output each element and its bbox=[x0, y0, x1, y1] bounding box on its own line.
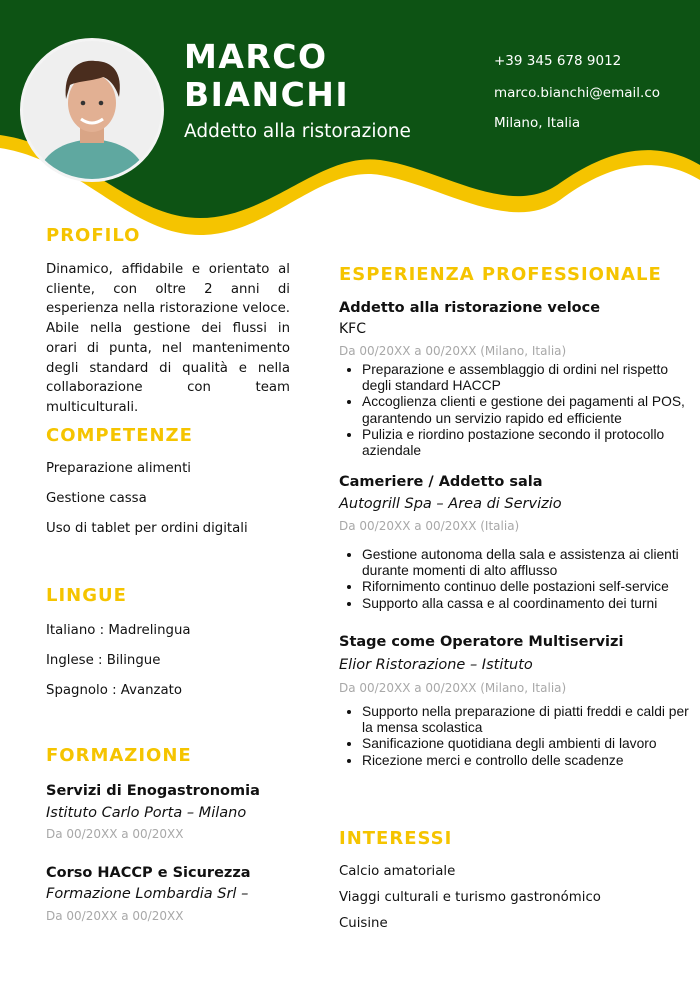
skill-item: Uso di tablet per ordini digitali bbox=[46, 521, 248, 536]
education-heading: FORMAZIONE bbox=[46, 745, 192, 766]
languages-heading: LINGUE bbox=[46, 585, 127, 606]
skill-item: Gestione cassa bbox=[46, 491, 147, 506]
education-school: Istituto Carlo Porta – Milano bbox=[46, 805, 247, 821]
email-address[interactable]: marco.bianchi@email.co bbox=[494, 85, 660, 101]
education-dates: Da 00/20XX a 00/20XX bbox=[46, 827, 184, 841]
job-bullet: • Supporto nella preparazione di piatti freddi e caldi per la mensa scolastica bbox=[362, 704, 697, 736]
job-title: Addetto alla ristorazione veloce bbox=[339, 300, 601, 316]
job-bullet: • Rifornimento continuo delle postazioni self-service bbox=[362, 579, 697, 595]
interest-item: Cuisine bbox=[339, 916, 388, 931]
interest-item: Viaggi culturali e turismo gastronómico bbox=[339, 890, 601, 905]
education-dates: Da 00/20XX a 00/20XX bbox=[46, 909, 184, 923]
profile-heading: PROFILO bbox=[46, 225, 141, 246]
job-dates: Da 00/20XX a 00/20XX (Milano, Italia) bbox=[339, 344, 567, 358]
job-company: KFC bbox=[339, 321, 367, 337]
job-bullet: • Accoglienza clienti e gestione dei pagamenti al POS, garantendo un servizio rapido ed efficiente bbox=[362, 394, 697, 426]
job-bullets bbox=[342, 704, 697, 769]
job-company: Autogrill Spa – Area di Servizio bbox=[339, 496, 562, 512]
experience-heading: ESPERIENZA PROFESSIONALE bbox=[339, 264, 662, 285]
job-bullet: • Sanificazione quotidiana degli ambienti di lavoro bbox=[362, 736, 697, 752]
phone-number[interactable]: +39 345 678 9012 bbox=[494, 53, 622, 69]
language-item: Inglese : Bilingue bbox=[46, 653, 161, 668]
interests-heading: INTERESSI bbox=[339, 828, 453, 849]
education-course: Servizi di Enogastronomia bbox=[46, 783, 260, 799]
job-bullet: • Ricezione merci e controllo delle scadenze bbox=[362, 753, 697, 769]
profile-photo bbox=[20, 38, 164, 182]
job-dates: Da 00/20XX a 00/20XX (Milano, Italia) bbox=[339, 681, 567, 695]
person-avatar-icon bbox=[23, 41, 161, 179]
first-name: MARCO bbox=[184, 37, 328, 76]
interest-item: Calcio amatoriale bbox=[339, 864, 456, 879]
skill-item: Preparazione alimenti bbox=[46, 461, 191, 476]
job-bullet: • Preparazione e assemblaggio di ordini nel rispetto degli standard HACCP bbox=[362, 362, 697, 394]
profile-text: Dinamico, affidabile e orientato al cliente, con oltre 2 anni di esperienza nella ristorazione veloce. Abile nella gestione dei flussi in orari di punta, nel mantenimento degli standard di qualità e nella collaborazione con team multiculturali. bbox=[46, 262, 290, 415]
education-school: Formazione Lombardia Srl – bbox=[46, 886, 249, 902]
job-role: Addetto alla ristorazione bbox=[184, 121, 411, 142]
job-company: Elior Ristorazione – Istituto bbox=[339, 657, 533, 673]
education-course: Corso HACCP e Sicurezza bbox=[46, 865, 251, 881]
last-name: BIANCHI bbox=[184, 75, 350, 114]
job-dates: Da 00/20XX a 00/20XX (Italia) bbox=[339, 519, 520, 533]
candidate-name bbox=[184, 38, 349, 114]
language-item: Italiano : Madrelingua bbox=[46, 623, 191, 638]
job-bullets bbox=[342, 362, 697, 459]
job-bullet: • Supporto alla cassa e al coordinamento dei turni bbox=[362, 596, 697, 612]
skills-heading: COMPETENZE bbox=[46, 425, 193, 446]
language-item: Spagnolo : Avanzato bbox=[46, 683, 183, 698]
job-bullets bbox=[342, 547, 697, 612]
location: Milano, Italia bbox=[494, 115, 581, 131]
job-bullet: • Gestione autonoma della sala e assistenza ai clienti durante momenti di alto afflusso bbox=[362, 547, 697, 579]
job-bullet: • Pulizia e riordino postazione secondo il protocollo aziendale bbox=[362, 427, 697, 459]
job-title: Cameriere / Addetto sala bbox=[339, 474, 543, 490]
job-title: Stage come Operatore Multiservizi bbox=[339, 634, 624, 650]
